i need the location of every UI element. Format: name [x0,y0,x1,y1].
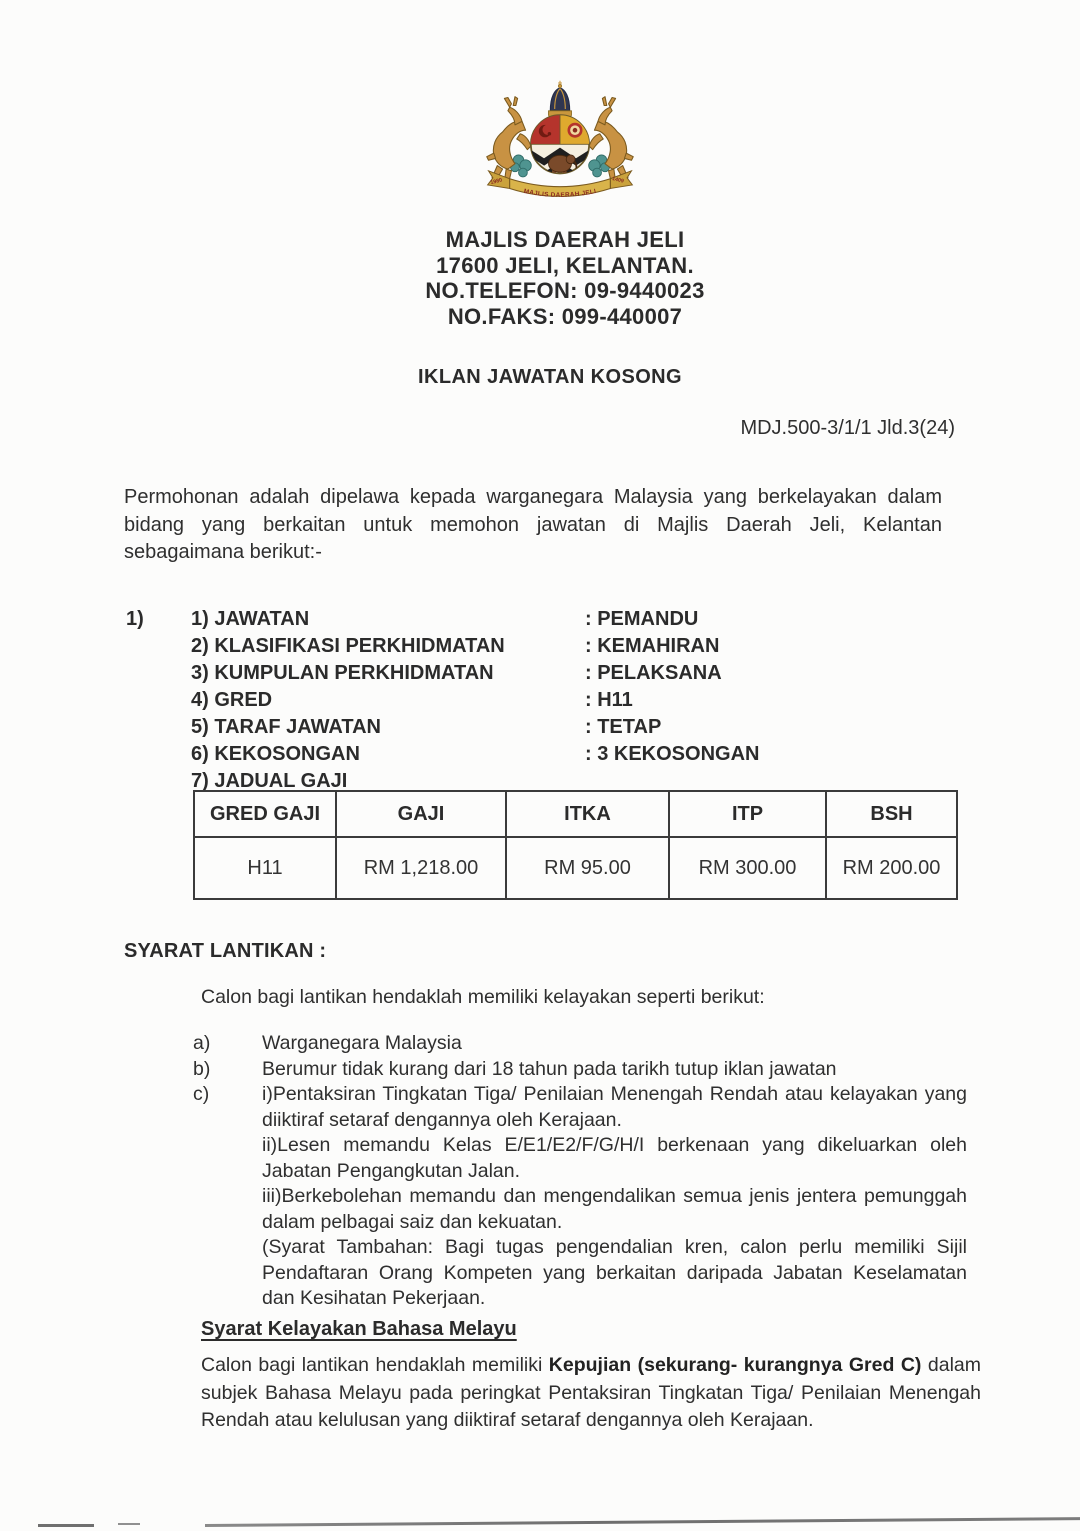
crown-icon [549,81,572,118]
scan-edge-line [205,1517,1080,1526]
crest-banner-text: MAJLIS DAERAH JELI [523,187,597,199]
crest-year-left: 1980 [489,177,503,187]
vacancy-field-label: 5) TARAF JAWATAN [191,716,381,738]
salary-table-header: ITP [669,791,826,837]
bahasa-text-bold: Kepujian (sekurang- kurangnya Gred C) [548,1354,922,1376]
vacancy-field-row [191,608,811,635]
salary-table-cell: RM 95.00 [506,837,669,899]
vacancy-field-value: : TETAP [585,716,662,738]
condition-item-c [193,1082,967,1312]
letterhead-org-name: MAJLIS DAERAH JELI [445,227,685,252]
salary-table-header: GAJI [336,791,506,837]
letterhead-fax: NO.FAKS: 099-440007 [447,303,683,329]
letterhead-address: 17600 JELI, KELANTAN. [436,252,694,278]
bahasa-text-before: Calon bagi lantikan hendaklah memiliki [201,1354,549,1376]
vacancy-field-row [191,716,811,743]
reference-number: MDJ.500-3/1/1 Jld.3(24) [740,417,955,439]
vacancy-field-value: : 3 KEKOSONGAN [585,743,760,765]
salary-table [193,790,958,900]
vacancy-field-label: 3) KUMPULAN PERKHIDMATAN [191,662,494,684]
bahasa-melayu-heading: Syarat Kelayakan Bahasa Melayu [201,1318,517,1340]
vacancy-field-value: : H11 [585,689,633,711]
condition-marker: a) [193,1032,211,1054]
intro-paragraph: Permohonan adalah dipelawa kepada warganegara Malaysia yang berkelayakan dalam bidang yang berkaitan untuk memohon jawatan di Majlis Daerah Jeli, Kelantan sebagaimana berikut:- [124,486,942,563]
salary-table-cell: H11 [194,837,336,899]
vacancy-field-row [191,689,811,716]
bahasa-melayu-paragraph [201,1352,981,1435]
condition-item-a [193,1031,963,1057]
conditions-list [193,1031,967,1312]
condition-subitem-ii: ii)Lesen memandu Kelas E/E1/E2/F/G/H/I berkenaan yang dikeluarkan oleh Jabatan Pengangkutan Jalan. [262,1134,967,1182]
scan-artifact-dash [38,1524,94,1527]
letterhead [50,227,1080,329]
vacancy-field-value: : KEMAHIRAN [585,635,720,657]
vacancy-item-number: 1) [126,608,144,630]
bahasa-text-after: dalam subjek Bahasa Melayu pada peringkat Pentaksiran Tingkatan Tiga/ Penilaian Menengah Rendah atau kelulusan yang diiktiraf setaraf dengannya oleh Kerajaan. [201,1354,982,1431]
vacancy-field-row [191,635,811,662]
condition-marker: b) [193,1057,211,1080]
document-title: IKLAN JAWATAN KOSONG [418,366,682,388]
letterhead-telephone: NO.TELEFON: 09-9440023 [425,278,705,303]
foliage-right-icon [589,155,610,177]
condition-subitem-iii: iii)Berkebolehan memandu dan mengendalikan semua jenis jentera pemunggah dalam pelbagai saiz dan kekuatan. [262,1185,967,1233]
salary-table-cell: RM 200.00 [826,837,957,899]
majlis-daerah-jeli-crest [476,79,644,207]
condition-text: Warganegara Malaysia [262,1032,462,1054]
condition-additional-note: (Syarat Tambahan: Bagi tugas pengendalian kren, calon perlu memiliki Sijil Pendaftaran Orang Kompeten yang berkaitan daripada Jabatan Keselamatan dan Kesihatan Pekerjaan. [262,1236,967,1309]
condition-subitem-i: i)Pentaksiran Tingkatan Tiga/ Penilaian Menengah Rendah atau kelayakan yang diiktiraf setaraf dengannya oleh Kerajaan. [262,1083,967,1131]
syarat-lantikan-heading: SYARAT LANTIKAN : [124,940,327,962]
vacancy-field-label: 7) JADUAL GAJI [191,770,348,792]
salary-table-header: BSH [826,791,957,837]
scan-artifact-dash [118,1523,140,1525]
salary-table-header: GRED GAJI [194,791,336,837]
vacancy-field-value: : PEMANDU [585,608,699,630]
salary-table-header: ITKA [506,791,669,837]
condition-item-b [193,1057,963,1083]
salary-table-header-row [194,791,957,837]
vacancy-field-label: 1) JAWATAN [191,608,310,630]
salary-table-row [194,837,957,899]
vacancy-field-label: 4) GRED [191,689,273,711]
syarat-lantikan-intro: Calon bagi lantikan hendaklah memiliki kelayakan seperti berikut: [201,986,765,1008]
vacancy-field-label: 6) KEKOSONGAN [191,743,360,765]
vacancy-field-row [191,743,811,770]
salary-table-cell: RM 300.00 [669,837,826,899]
condition-marker: c) [193,1083,210,1105]
condition-text: Berumur tidak kurang dari 18 tahun pada tarikh tutup iklan jawatan [262,1057,837,1080]
vacancy-field-label: 2) KLASIFIKASI PERKHIDMATAN [191,635,505,657]
shield-icon [527,115,592,176]
crest-year-right: 1409 [611,175,625,185]
vacancy-field-row [191,662,811,689]
vacancy-fields [191,608,811,797]
vacancy-field-value: : PELAKSANA [585,662,722,684]
salary-table-cell: RM 1,218.00 [336,837,506,899]
foliage-left-icon [511,155,532,177]
